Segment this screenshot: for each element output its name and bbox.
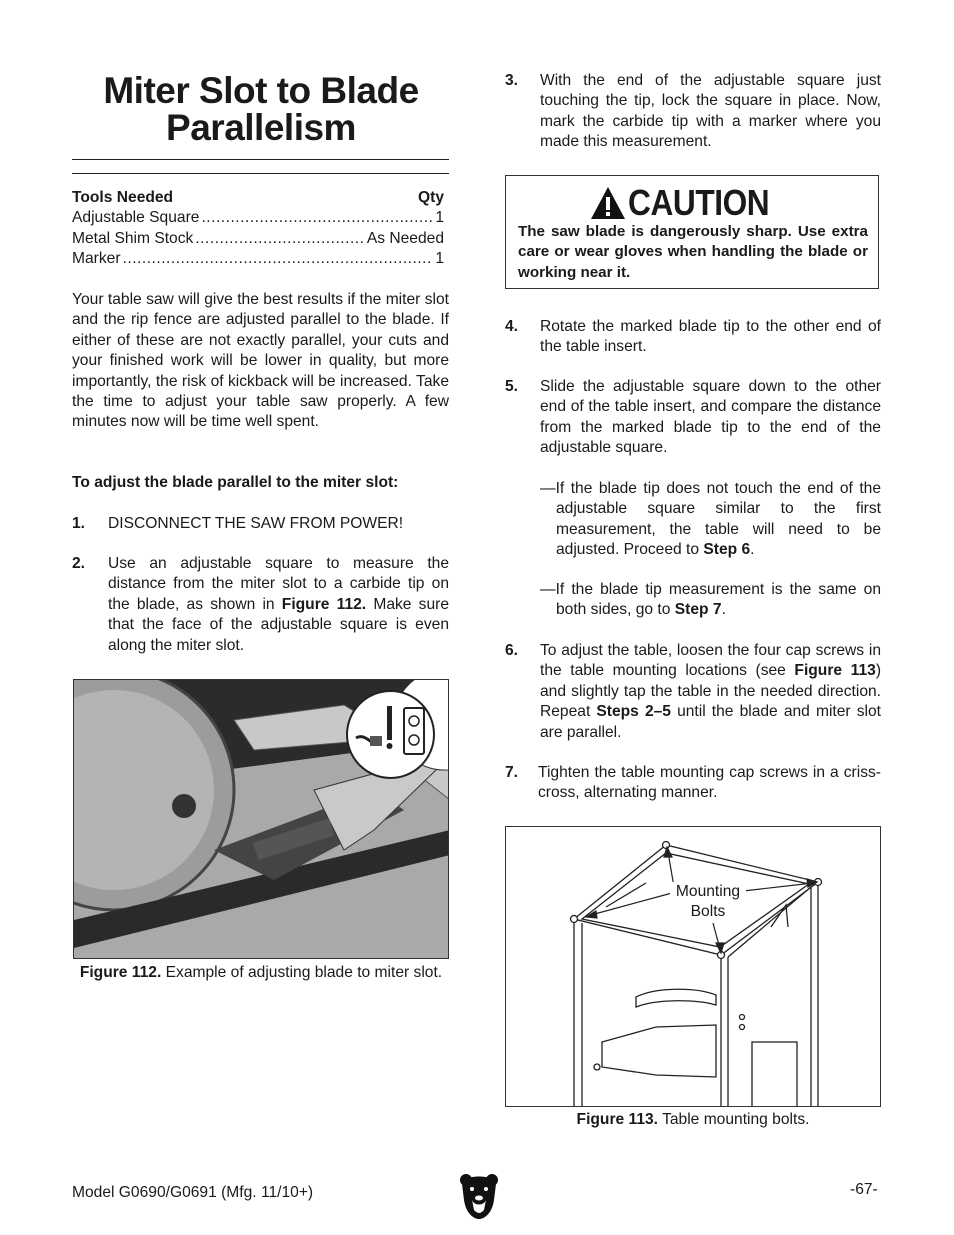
condition-end: . [750, 541, 755, 559]
bear-logo-icon [458, 1170, 500, 1220]
figure-caption-text: Example of adjusting blade to miter slot. [161, 964, 443, 981]
step-text-part: Use an adjustable square to measure the distance from the miter slot to a carbide tip on the blade, as shown in [108, 555, 449, 613]
step-number: 7. [505, 764, 519, 781]
figure-caption-text: Table mounting bolts. [658, 1111, 810, 1128]
step-text [108, 554, 449, 656]
title-rule-lower [72, 173, 449, 174]
step-number: 6. [505, 642, 519, 659]
condition-end: . [721, 601, 726, 619]
figure-112-photo [73, 679, 449, 959]
step-text-part: Make sure that the face of the adjustable square is even along the miter slot. [108, 595, 449, 654]
procedure-heading: To adjust the blade parallel to the miter slot: [72, 474, 399, 491]
page-number: -67- [850, 1181, 878, 1198]
step-6 [505, 641, 881, 745]
step-text-part: ) and slightly tap the table in the needed direction. Repeat [540, 662, 882, 721]
leader-dots [123, 249, 434, 269]
intro-paragraph: Your table saw will give the best results if the miter slot and the rip fence are adjusted parallel to the blade. If either of these are not exactly parallel, your cuts and your finished work will be lower in quality, but more importantly, the risk of kickback will be increased. Take the time to adjust your table saw properly. A few minutes now will be time well spent. [72, 291, 449, 431]
tools-row [72, 229, 444, 249]
step-3 [505, 71, 881, 155]
step-text: Rotate the marked blade tip to the other end of the table insert. [540, 318, 881, 356]
leader-dots [195, 229, 365, 249]
leader-dots [201, 208, 433, 228]
step-1 [72, 514, 449, 536]
page-title [72, 72, 450, 146]
tools-header-label: Tools Needed [72, 189, 174, 206]
tools-header-row [72, 188, 444, 208]
step-text: Tighten the table mounting cap screws in a criss-cross, alternating manner. [538, 764, 881, 802]
step-2 [72, 554, 449, 658]
step-number: 3. [505, 72, 519, 89]
figure-reference: Figure 113 [794, 662, 876, 680]
tools-header-qty: Qty [418, 189, 444, 206]
step-number: 2. [72, 555, 86, 572]
step-number: 5. [505, 378, 519, 395]
tools-row [72, 249, 444, 269]
title-rule-upper [72, 159, 449, 160]
figure-112-caption [73, 963, 449, 983]
figure-label: Figure 112. [79, 964, 162, 981]
step-5-condition-b [540, 580, 881, 621]
caution-header [590, 182, 789, 224]
figure-label: Figure 113. [576, 1111, 659, 1128]
step-text: Slide the adjustable square down to the other end of the table insert, and compare the distance from the marked blade tip to the end of the adjustable square. [540, 378, 881, 457]
page-title-line-1: Miter Slot to Blade [103, 70, 419, 111]
condition-text: —If the blade tip does not touch the end of the adjustable square similar to the first measurement, the table will need to be adjusted. Proceed to [540, 480, 881, 559]
warning-triangle-icon [590, 186, 626, 220]
step-text [540, 641, 881, 743]
page-title-line-2: Parallelism [166, 107, 356, 148]
callout-line-2: Bolts [690, 903, 726, 921]
callout-line-1: Mounting [675, 883, 741, 900]
footer-model: Model G0690/G0691 (Mfg. 11/10+) [72, 1184, 314, 1201]
step-5 [505, 377, 881, 461]
step-text-part: until the blade and miter slot are parallel. [540, 703, 881, 741]
step-text: With the end of the adjustable square just touching the tip, lock the square in place. Now, mark the carbide tip with a marker where you made this measurement. [540, 72, 881, 151]
caution-box [505, 175, 879, 289]
tool-qty: As Needed [366, 229, 444, 247]
step-number: 1. [72, 515, 86, 532]
step-4 [505, 317, 881, 359]
tool-name: Adjustable Square [72, 209, 200, 227]
tools-row [72, 208, 444, 228]
tool-qty: 1 [435, 250, 444, 268]
step-reference: Step 7 [674, 601, 722, 619]
tool-name: Metal Shim Stock [72, 229, 194, 247]
figure-113-caption [505, 1110, 881, 1130]
condition-text: —If the blade tip measurement is the same on both sides, go to [540, 581, 881, 619]
caution-text: The saw blade is dangerously sharp. Use extra care or wear gloves when handling the blade or working near it. [518, 223, 868, 281]
tool-name: Marker [72, 250, 121, 268]
caution-word: CAUTION [628, 182, 770, 223]
stand-line-drawing [506, 827, 881, 1107]
step-7 [505, 763, 881, 805]
step-number: 4. [505, 318, 519, 335]
tools-needed-table [72, 188, 444, 270]
step-text: DISCONNECT THE SAW FROM POWER! [108, 515, 404, 532]
step-5-condition-a [540, 479, 881, 561]
step-text-part: To adjust the table, loosen the four cap screws in the table mounting locations (see [540, 642, 881, 680]
figure-113-drawing [505, 826, 881, 1107]
figure-reference: Figure 112. [281, 595, 367, 613]
step-reference: Steps 2–5 [596, 703, 671, 721]
step-reference: Step 6 [703, 541, 751, 559]
mounting-bolts-callout [670, 882, 746, 923]
tool-qty: 1 [435, 209, 444, 227]
unplug-icon [346, 690, 435, 779]
